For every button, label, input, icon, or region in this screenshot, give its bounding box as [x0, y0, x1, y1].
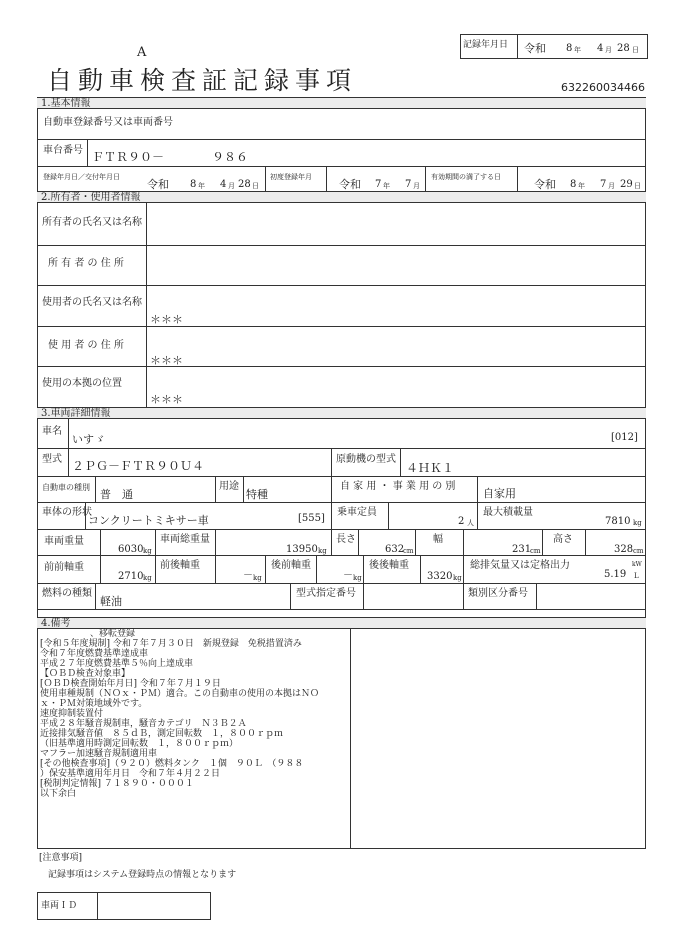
- rear-rear-axle-label: 後後軸重: [369, 560, 409, 571]
- remark-line: [令和５年度規制] 令和７年７月３０日 新規登録 免税措置済み: [40, 639, 302, 649]
- business-private-label: 自 家 用 ・ 事 業 用 の 別: [340, 481, 456, 492]
- front-front-axle-unit: kg: [143, 574, 152, 582]
- max-load-unit: kg: [633, 519, 642, 527]
- section-owner-user: 2.所有者・使用者情報: [37, 191, 646, 203]
- expiry-date-year-unit: 年: [578, 182, 585, 190]
- vehicle-weight-value: 6030: [118, 544, 144, 555]
- displacement-label: 総排気量又は定格出力: [470, 560, 570, 571]
- body-shape-code: [555]: [298, 513, 325, 524]
- height-label: 高さ: [553, 534, 573, 545]
- section-vehicle-details: 3.車両詳細情報: [37, 407, 646, 419]
- expiry-date-day: 29: [620, 179, 633, 190]
- displacement-unit-l: L: [634, 572, 639, 580]
- length-unit: cm: [403, 547, 414, 555]
- max-load-value: 7810: [605, 516, 631, 527]
- registration-number-label: 自動車登録番号又は車両番号: [43, 117, 173, 128]
- first-registration-era: 令和: [339, 178, 361, 191]
- rear-rear-axle-unit: kg: [453, 574, 462, 582]
- notice-text: 記録事項はシステム登録時点の情報となります: [48, 870, 237, 880]
- front-front-axle-label: 前前軸重: [44, 562, 84, 573]
- gross-weight-value: 13950: [286, 544, 318, 555]
- record-date-era: 令和: [524, 42, 546, 55]
- vehicle-weight-label: 車両重量: [44, 536, 84, 547]
- front-rear-axle-label: 前後軸重: [160, 560, 200, 571]
- page-title: 自動車検査証記録事項: [47, 66, 358, 95]
- usage-label: 用途: [219, 481, 239, 492]
- registration-date-year-unit: 年: [198, 182, 205, 190]
- length-label: 長さ: [336, 534, 356, 545]
- registration-date-month: 4: [220, 179, 227, 190]
- expiry-date-era: 令和: [534, 178, 556, 191]
- record-date-month-unit: 月: [605, 46, 612, 54]
- type-designation-label: 型式指定番号: [296, 588, 356, 599]
- remark-line: [税制判定情報] ７１８９０・０００１: [40, 779, 194, 789]
- vehicle-kind-label: 自動車の種別: [42, 483, 90, 492]
- engine-model-value: ４ＨＫ１: [406, 461, 455, 475]
- record-date-month: 4: [597, 43, 604, 54]
- front-front-axle-value: 2710: [118, 571, 144, 582]
- seating-capacity-label: 乗車定員: [337, 507, 377, 518]
- seating-capacity-unit: 人: [467, 519, 474, 527]
- owner-address-label: 所 有 者 の 住 所: [48, 258, 124, 269]
- first-registration-label: 初度登録年月: [270, 173, 312, 181]
- registration-date-day-unit: 日: [252, 182, 259, 190]
- remark-line: 、移転登録: [90, 629, 136, 639]
- rear-front-axle-label: 後前軸重: [271, 560, 311, 571]
- rear-front-axle-unit: kg: [353, 574, 362, 582]
- fuel-type-label: 燃料の種類: [42, 588, 92, 599]
- expiry-date-year: 8: [570, 179, 577, 190]
- chassis-number-label: 車台番号: [43, 145, 83, 156]
- displacement-unit-kw: kW: [632, 561, 642, 568]
- fuel-type-value: 軽油: [100, 595, 122, 608]
- rear-rear-axle-value: 3320: [427, 571, 453, 582]
- user-name-label: 使用者の氏名又は名称: [42, 297, 142, 308]
- displacement-value: 5.19: [604, 569, 627, 580]
- expiry-date-label: 有効期間の満了する日: [431, 173, 501, 181]
- length-value: 632: [385, 544, 405, 555]
- record-date-year-unit: 年: [574, 46, 581, 54]
- first-registration-month: 7: [405, 179, 412, 190]
- front-rear-axle-unit: kg: [253, 574, 262, 582]
- vehicle-kind-value: 普 通: [100, 488, 133, 501]
- front-rear-axle-value: －: [243, 570, 253, 581]
- usage-value: 特種: [246, 488, 268, 501]
- vehicle-id-label: 車両ＩＤ: [41, 901, 78, 911]
- owner-name-label: 所有者の氏名又は名称: [42, 217, 142, 228]
- seating-capacity-value: 2: [458, 516, 465, 527]
- vehicle-weight-unit: kg: [143, 547, 152, 555]
- remark-line: 速度抑制装置付: [40, 709, 104, 719]
- remark-line: [ＯＢＤ検査開始年月日] 令和７年７月１９日: [40, 679, 221, 689]
- first-registration-year: 7: [375, 179, 382, 190]
- registration-date-day: 28: [238, 179, 251, 190]
- remark-line: ）保安基準適用年月日 令和７年４月２２日: [40, 769, 221, 779]
- width-value: 231: [512, 544, 532, 555]
- registration-date-era: 令和: [147, 178, 169, 191]
- record-date-day: 28: [617, 43, 630, 54]
- remark-line: 令和７年度燃費基準達成車: [40, 649, 149, 659]
- width-label: 幅: [433, 534, 443, 545]
- height-value: 328: [614, 544, 634, 555]
- record-date-year: 8: [566, 43, 573, 54]
- base-location-value: ＊＊＊: [150, 393, 183, 406]
- remark-line: 近接排気騒音値 ８５ｄＢ，測定回転数 １，８００ｒｐｍ: [40, 729, 284, 739]
- class-number-label: 類別区分番号: [468, 588, 528, 599]
- form-mark: A: [137, 45, 147, 60]
- gross-weight-label: 車両総重量: [160, 534, 210, 545]
- expiry-date-day-unit: 日: [634, 182, 641, 190]
- registration-date-month-unit: 月: [228, 182, 235, 190]
- record-date-label: 記録年月日: [463, 40, 509, 50]
- first-registration-year-unit: 年: [383, 182, 390, 190]
- engine-model-label: 原動機の型式: [336, 454, 396, 465]
- maker-label: 車名: [42, 426, 62, 437]
- section-remarks: 4.備考: [37, 617, 646, 629]
- remark-line: ｘ・ＰＭ対策地域外です。: [40, 699, 148, 709]
- user-name-value: ＊＊＊: [150, 313, 183, 326]
- maker-code: [012]: [611, 432, 638, 443]
- gross-weight-unit: kg: [318, 547, 327, 555]
- chassis-number-value: ＦＴＲ９０－ ９８６: [92, 150, 249, 164]
- record-date-day-unit: 日: [632, 46, 639, 54]
- expiry-date-month-unit: 月: [608, 182, 615, 190]
- remark-line: [その他検査事項]（９２０）燃料タンク １個 ９０Ｌ （９８８: [40, 759, 304, 769]
- height-unit: cm: [633, 547, 644, 555]
- body-shape-label: 車体の形状: [42, 507, 92, 518]
- model-value: ２ＰＧ－ＦＴＲ９０Ｕ４: [72, 459, 205, 473]
- business-private-value: 自家用: [483, 487, 516, 500]
- remark-line: マフラー加速騒音規制適用車: [40, 749, 158, 759]
- remark-line: 平成２７年度燃費基準５％向上達成車: [40, 659, 194, 669]
- expiry-date-month: 7: [600, 179, 607, 190]
- registration-date-year: 8: [190, 179, 197, 190]
- width-unit: cm: [530, 547, 541, 555]
- remark-line: 【ＯＢＤ検査対象車】: [40, 669, 131, 679]
- base-location-label: 使用の本拠の位置: [42, 378, 122, 389]
- maker-value: いすゞ: [72, 433, 105, 446]
- user-address-value: ＊＊＊: [150, 354, 183, 367]
- remark-line: （旧基準適用時測定回転数 １，８００ｒｐｍ）: [40, 739, 239, 749]
- user-address-label: 使 用 者 の 住 所: [48, 340, 124, 351]
- remark-line: 平成２８年騒音規制車，騒音カテゴリ Ｎ３Ｂ２Ａ: [40, 719, 247, 729]
- rear-front-axle-value: －: [343, 570, 353, 581]
- section-basic-info: 1.基本情報: [37, 97, 646, 109]
- first-registration-month-unit: 月: [413, 182, 420, 190]
- body-shape-value: コンクリートミキサー車: [88, 514, 209, 527]
- remark-line: 使用車種規制（ＮＯｘ・ＰＭ）適合。この自動車の使用の本拠はＮＯ: [40, 689, 320, 699]
- document-number: 632260034466: [561, 81, 645, 94]
- remark-line: 以下余白: [40, 789, 77, 799]
- notice-title: [注意事項]: [39, 853, 83, 863]
- registration-date-label: 登録年月日／交付年月日: [43, 173, 120, 181]
- max-load-label: 最大積載量: [483, 507, 533, 518]
- model-label: 型式: [42, 454, 62, 465]
